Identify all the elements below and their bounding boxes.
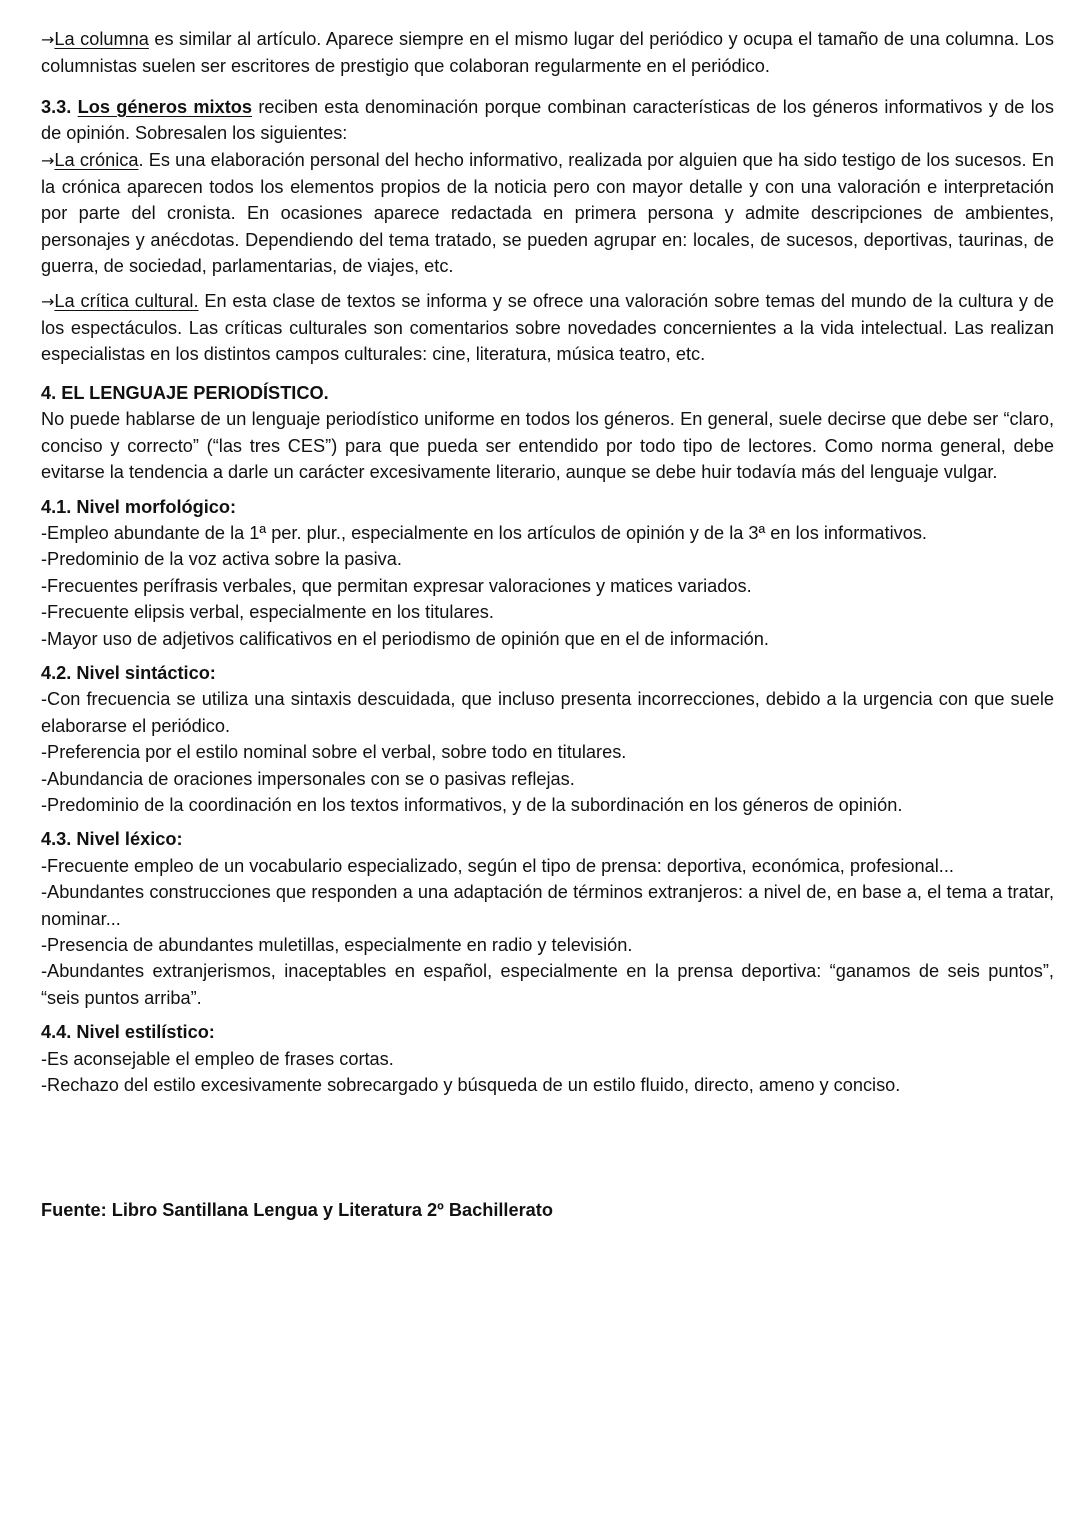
source-citation: Fuente: Libro Santillana Lengua y Literatura 2º Bachillerato [41,1200,553,1220]
mixtos-number: 3.3. [41,96,78,117]
list-item: -Preferencia por el estilo nominal sobre el verbal, sobre todo en titulares. [41,742,627,763]
list-item: -Frecuente empleo de un vocabulario especializado, según el tipo de prensa: deportiva, económica, profesional... [41,855,954,876]
list-item: -Empleo abundante de la 1ª per. plur., especialmente en los artículos de opinión y de la 3ª en los informativos. [41,522,927,543]
list-item: -Frecuente elipsis verbal, especialmente en los titulares. [41,602,494,623]
list-item: -Abundancia de oraciones impersonales con se o pasivas reflejas. [41,768,575,789]
mixtos-text: reciben esta denominación porque combinan características de los géneros informativos y de los de opinión. Sobresalen los siguientes: [41,96,1054,144]
columna-term: La columna [54,29,149,49]
subheading-sintactico: 4.2. Nivel sintáctico: [41,662,216,683]
list-item: -Presencia de abundantes muletillas, especialmente en radio y televisión. [41,935,633,955]
subheading-estilistico: 4.4. Nivel estilístico: [41,1022,215,1043]
subheading-lexico: 4.3. Nivel léxico: [41,829,183,850]
arrow-icon: → [41,291,55,311]
cronica-paragraph [41,147,1054,280]
list-item: -Frecuentes perífrasis verbales, que permitan expresar valoraciones y matices variados. [41,575,752,596]
list-item: -Con frecuencia se utiliza una sintaxis descuidada, que incluso presenta incorrecciones, debido a la urgencia con que suele elaborarse el periódico. [41,689,1054,736]
list-item: -Mayor uso de adjetivos calificativos en el periodismo de opinión que en el de información. [41,628,769,649]
list-item: -Predominio de la coordinación en los textos informativos, y de la subordinación en los géneros de opinión. [41,794,903,815]
list-item: -Abundantes construcciones que responden a una adaptación de términos extranjeros: a nivel de, en base a, el tema a tratar, nominar... [41,882,1054,929]
arrow-icon: → [41,150,55,170]
subheading-morfologico: 4.1. Nivel morfológico: [41,496,237,517]
columna-text: es similar al artículo. Aparece siempre en el mismo lugar del periódico y ocupa el tamaño de una columna. Los columnistas suelen ser escritores de prestigio que colaboran regularmente en el periódico. [41,29,1054,77]
list-item: -Abundantes extranjerismos, inaceptables en español, especialmente en la prensa deportiva: “ganamos de seis puntos”, “seis puntos arriba”. [41,961,1054,1008]
mixtos-paragraph [41,94,1054,147]
arrow-icon: → [41,30,55,49]
critica-term: La crítica cultural. [54,290,199,311]
list-item: -Rechazo del estilo excesivamente sobrecargado y búsqueda de un estilo fluido, directo, ameno y conciso. [41,1075,901,1096]
list-item: -Es aconsejable el empleo de frases cortas. [41,1048,394,1069]
columna-paragraph [41,26,1054,80]
lenguaje-paragraph: No puede hablarse de un lenguaje periodístico uniforme en todos los géneros. En general, suele decirse que debe ser “claro, conciso y correcto” (“las tres CES”) para que pueda ser entendido por todo tipo de lectores. Como norma general, debe evitarse la tendencia a darle un carácter excesivamente literario, aunque se debe huir todavía más del lenguaje vulgar. [41,409,1054,483]
critica-text: En esta clase de textos se informa y se ofrece una valoración sobre temas del mundo de la cultura y de los espectáculos. Las críticas culturales son comentarios sobre novedades concernientes a la vida intelectual. Las realizan especialistas en los distintos campos culturales: cine, literatura, música teatro, etc. [41,290,1054,365]
cronica-text: . Es una elaboración personal del hecho informativo, realizada por alguien que ha sido testigo de los sucesos. En la crónica aparecen todos los elementos propios de la noticia pero con mayor detalle y con una valoración e interpretación por parte del cronista. En ocasiones aparece redactada en primera persona y admite descripciones de ambientes, personajes y anécdotas. Dependiendo del tema tratado, se pueden agrupar en: locales, de sucesos, deportivas, taurinas, de guerra, de sociedad, parlamentarias, de viajes, etc. [41,149,1054,277]
mixtos-term: Los géneros mixtos [77,96,253,117]
list-item: -Predominio de la voz activa sobre la pasiva. [41,549,402,570]
critica-paragraph [41,288,1054,368]
section-heading-lenguaje: 4. EL LENGUAJE PERIODÍSTICO. [41,382,329,403]
cronica-term: La crónica [54,149,139,170]
document-body [41,26,1054,1098]
